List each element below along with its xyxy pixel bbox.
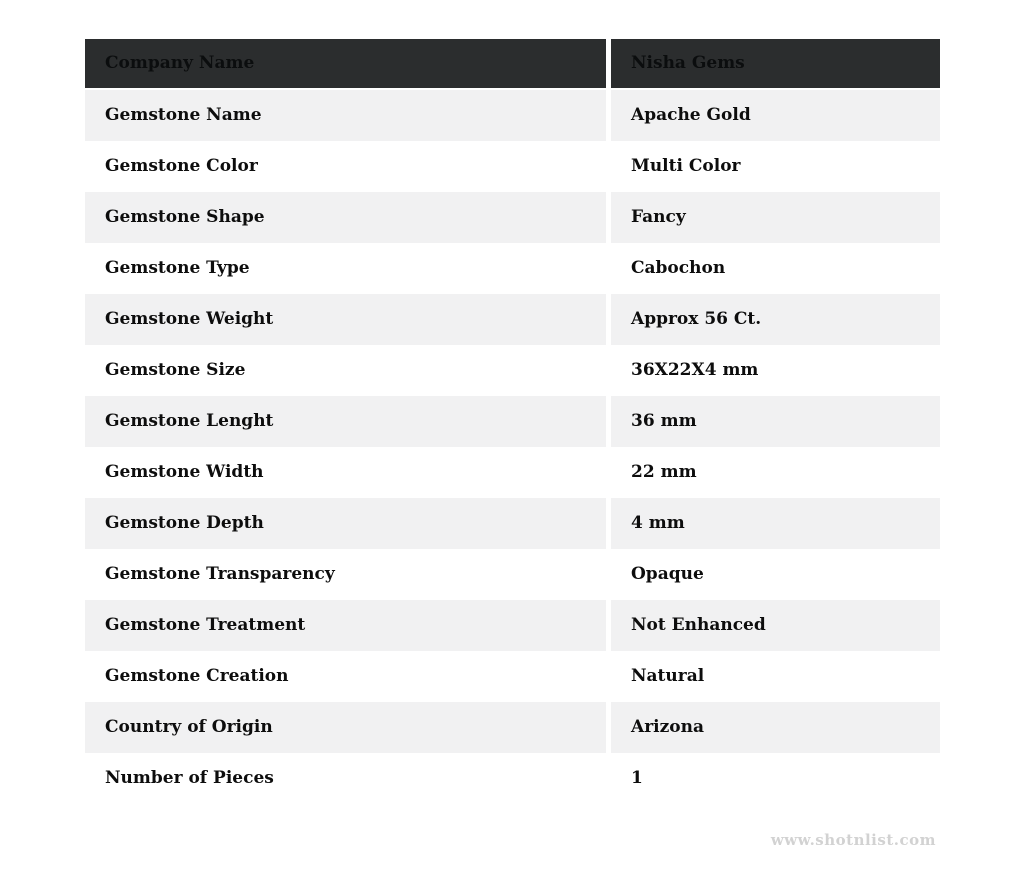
table-row — [85, 345, 940, 396]
spec-value: Natural — [611, 651, 940, 702]
watermark-url: www.shotnlist.com — [770, 831, 936, 849]
spec-label: Gemstone Creation — [85, 651, 611, 702]
spec-value: Fancy — [611, 192, 940, 243]
header-company-name-value: Nisha Gems — [611, 39, 940, 90]
spec-value: 4 mm — [611, 498, 940, 549]
table-row — [85, 294, 940, 345]
spec-value: Arizona — [611, 702, 940, 753]
spec-value: Apache Gold — [611, 90, 940, 141]
table-row — [85, 141, 940, 192]
table-row — [85, 549, 940, 600]
spec-label: Gemstone Type — [85, 243, 611, 294]
spec-value: 1 — [611, 753, 940, 804]
spec-value: Approx 56 Ct. — [611, 294, 940, 345]
table-row — [85, 600, 940, 651]
spec-label: Gemstone Name — [85, 90, 611, 141]
spec-value: 22 mm — [611, 447, 940, 498]
spec-label: Gemstone Weight — [85, 294, 611, 345]
spec-label: Gemstone Lenght — [85, 396, 611, 447]
table-row — [85, 243, 940, 294]
table-row — [85, 396, 940, 447]
table-row — [85, 753, 940, 804]
spec-label: Gemstone Width — [85, 447, 611, 498]
gemstone-spec-table — [85, 39, 940, 804]
spec-label: Gemstone Transparency — [85, 549, 611, 600]
table-row — [85, 498, 940, 549]
spec-label: Gemstone Size — [85, 345, 611, 396]
spec-table-body — [85, 90, 940, 804]
header-company-name-label: Company Name — [85, 39, 611, 90]
spec-value: 36X22X4 mm — [611, 345, 940, 396]
spec-value: Not Enhanced — [611, 600, 940, 651]
table-row — [85, 651, 940, 702]
spec-value: Opaque — [611, 549, 940, 600]
table-row — [85, 447, 940, 498]
spec-value: Multi Color — [611, 141, 940, 192]
table-header-row — [85, 39, 940, 90]
spec-label: Gemstone Depth — [85, 498, 611, 549]
table-row — [85, 90, 940, 141]
spec-label: Gemstone Treatment — [85, 600, 611, 651]
spec-value: 36 mm — [611, 396, 940, 447]
table-row — [85, 702, 940, 753]
spec-label: Gemstone Color — [85, 141, 611, 192]
table-row — [85, 192, 940, 243]
spec-value: Cabochon — [611, 243, 940, 294]
spec-label: Country of Origin — [85, 702, 611, 753]
spec-label: Number of Pieces — [85, 753, 611, 804]
spec-label: Gemstone Shape — [85, 192, 611, 243]
